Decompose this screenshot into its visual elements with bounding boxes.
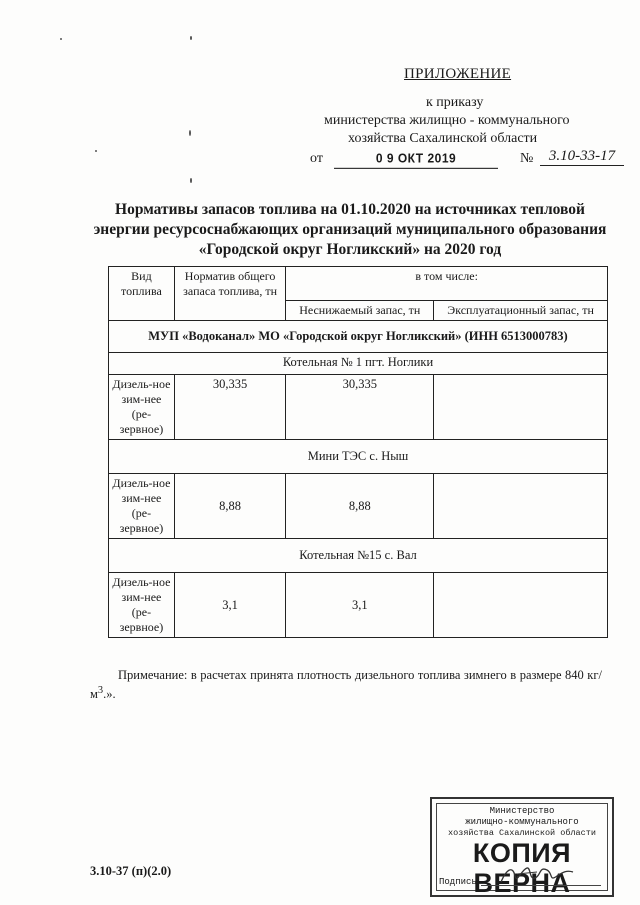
stamp-line-1: Министерство <box>489 806 555 816</box>
section-name: Котельная № 1 пгт. Ноглики <box>109 353 608 375</box>
fuel-type-cell: Дизель-ное зим-нее (ре-зервное) <box>109 573 175 638</box>
table-row <box>109 573 608 638</box>
operational-cell <box>434 573 608 638</box>
header-total-norm: Норматив общего запаса топлива, тн <box>174 267 286 321</box>
density-note <box>90 667 602 702</box>
section-name: Котельная №15 с. Вал <box>109 539 608 573</box>
fuel-norms-table <box>108 266 608 638</box>
total-norm-cell: 3,1 <box>174 573 286 638</box>
total-norm-cell: 8,88 <box>174 474 286 539</box>
date-number-row <box>310 150 630 170</box>
operational-cell <box>434 474 608 539</box>
fuel-type-cell: Дизель-ное зим-нее (ре-зервное) <box>109 375 175 440</box>
section-name: Мини ТЭС с. Ныш <box>109 440 608 474</box>
stamp-line-2: жилищно-коммунального <box>465 817 579 827</box>
certified-copy-stamp <box>430 797 614 897</box>
table-row <box>109 474 608 539</box>
table-row <box>109 375 608 440</box>
to-order-label: к приказу <box>426 95 484 110</box>
note-tail: .». <box>103 687 116 702</box>
document-code: 3.10-37 (п)(2.0) <box>90 864 172 878</box>
scan-speck <box>190 178 192 183</box>
title-line-2: энергии ресурсоснабжающих организаций муниципального образования <box>93 221 607 238</box>
appendix-title: ПРИЛОЖЕНИЕ <box>404 66 512 82</box>
scan-speck <box>189 130 191 136</box>
total-norm-cell: 30,335 <box>174 375 286 440</box>
document-title <box>90 200 610 260</box>
irreducible-cell: 30,335 <box>286 375 434 440</box>
scan-speck <box>95 150 97 152</box>
scan-speck <box>60 38 62 40</box>
header-irreducible: Неснижаемый запас, тн <box>286 301 434 321</box>
irreducible-cell: 8,88 <box>286 474 434 539</box>
organization-row: МУП «Водоканал» МО «Городской округ Ногликский» (ИНН 6513000783) <box>109 321 608 353</box>
order-date: 0 9 ОКТ 2019 <box>334 149 498 169</box>
stamp-line-3: хозяйства Сахалинской области <box>448 828 596 838</box>
operational-cell <box>434 375 608 440</box>
stamp-certified-copy: КОПИЯ ВЕРНА <box>472 838 572 898</box>
title-line-3: «Городской округ Ногликский» на 2020 год <box>198 241 502 258</box>
fuel-type-cell: Дизель-ное зим-нее (ре-зервное) <box>109 474 175 539</box>
title-line-1: Нормативы запасов топлива на 01.10.2020 на источниках тепловой <box>115 201 585 218</box>
ministry-line-1: министерства жилищно - коммунального <box>324 113 570 128</box>
ministry-line-2: хозяйства Сахалинской области <box>348 131 538 146</box>
note-superscript: 3 <box>97 685 104 696</box>
scan-speck <box>190 36 192 40</box>
stamp-signature-label: Подпись <box>439 877 477 887</box>
header-including: в том числе: <box>286 267 608 301</box>
irreducible-cell: 3,1 <box>286 573 434 638</box>
order-number: 3.10-33-17 <box>540 148 624 166</box>
note-text: Примечание: в расчетах принята плотность дизельного топлива зимнего в размере 840 кг/м <box>90 668 602 702</box>
header-operational: Эксплуатационный запас, тн <box>434 301 608 321</box>
header-fuel-type: Вид топлива <box>109 267 175 321</box>
from-label: от <box>310 151 323 166</box>
number-label: № <box>520 151 534 166</box>
handwritten-signature-icon <box>497 862 577 888</box>
